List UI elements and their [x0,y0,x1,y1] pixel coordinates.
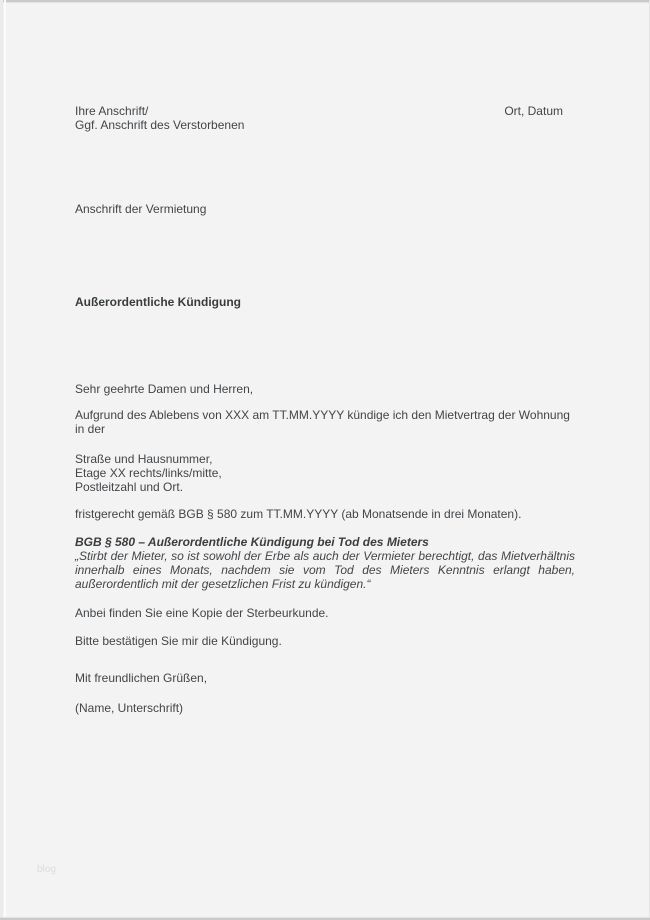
intro-paragraph: Aufgrund des Ablebens von XXX am TT.MM.YYYY kündige ich den Mietvertrag der Wohnung in der [75,408,570,436]
apartment-address-block [75,452,575,494]
sender-address-block [75,104,575,132]
confirmation-paragraph: Bitte bestätigen Sie mir die Kündigung. [75,634,282,648]
recipient-address-line: Anschrift der Vermietung [75,202,207,216]
salutation: Sehr geehrte Damen und Herren, [75,382,254,396]
place-date-line: Ort, Datum [504,104,563,118]
law-quote: „Stirbt der Mieter, so ist sowohl der Erbe als auch der Vermieter berechtigt, das Mietverhältnis innerhalb eines Monats, nachdem sie vom Tod des Mieters Kenntnis erlangt haben, außerordentlich mit der gesetzlichen Frist zu kündigen.“ [75,549,575,591]
address-line: Etage XX rechts/links/mitte, [75,466,222,480]
address-line: Straße und Hausnummer, [75,452,213,466]
deadline-paragraph: fristgerecht gemäß BGB § 580 zum TT.MM.YYYY (ab Monatsende in drei Monaten). [75,507,522,521]
sender-line-2: Ggf. Anschrift des Verstorbenen [75,118,245,132]
attachment-paragraph: Anbei finden Sie eine Kopie der Sterbeurkunde. [75,606,329,620]
law-citation-block [75,535,575,591]
watermark: blog [37,864,56,875]
law-heading: BGB § 580 – Außerordentliche Kündigung bei Tod des Mieters [75,535,429,549]
signature-line: (Name, Unterschrift) [75,701,184,715]
subject-line: Außerordentliche Kündigung [75,295,241,309]
address-line: Postleitzahl und Ort. [75,480,184,494]
closing-line: Mit freundlichen Grüßen, [75,671,208,685]
sender-line-1: Ihre Anschrift/ [75,104,149,118]
